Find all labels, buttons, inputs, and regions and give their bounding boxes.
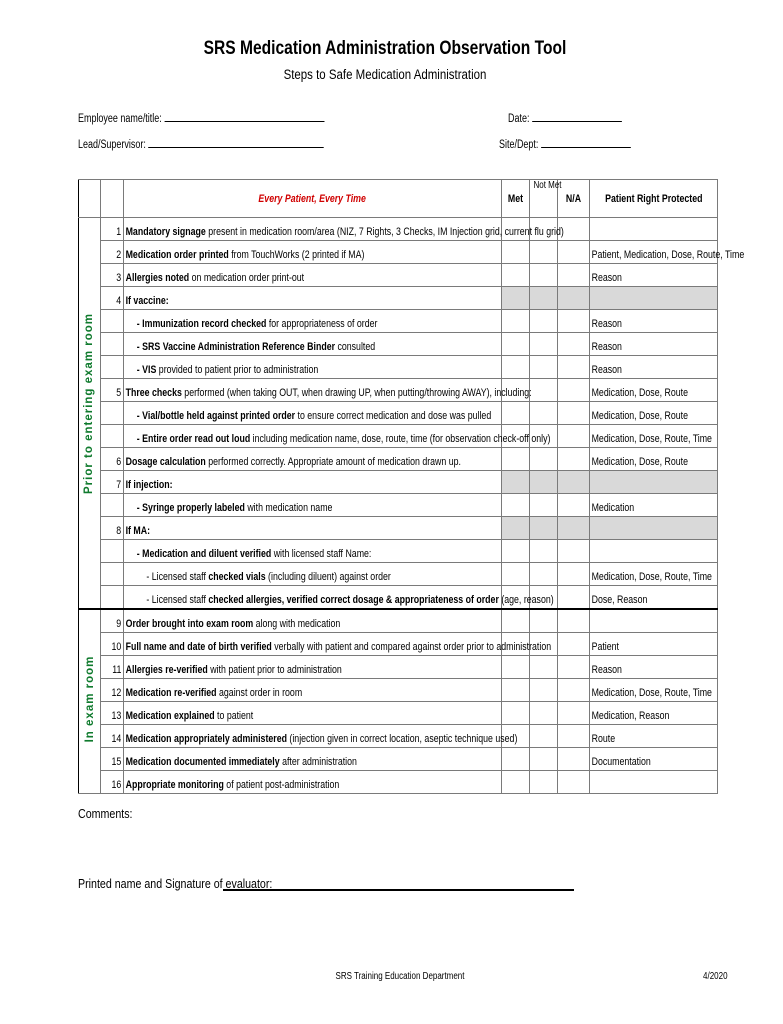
row-key-phrase: - Entire order read out loud [136, 433, 251, 445]
not-met-checkbox-cell[interactable] [530, 241, 558, 264]
not-met-checkbox-cell[interactable] [530, 379, 558, 402]
row-key-phrase: Mandatory signage [125, 226, 206, 238]
signature-label: Printed name and Signature of evaluator: [78, 876, 273, 891]
row-key-phrase: - VIS [136, 364, 157, 376]
table-row [79, 494, 718, 517]
side-header-cell [79, 180, 101, 218]
row-key-phrase: Medication documented immediately [125, 756, 280, 768]
row-description: - Immunization record checked for appropriateness of order [124, 310, 502, 333]
row-description: - VIS provided to patient prior to administration [124, 356, 502, 379]
not-met-checkbox-cell[interactable] [530, 748, 558, 771]
na-checkbox-cell[interactable] [558, 333, 590, 356]
row-key-phrase: checked vials [208, 571, 266, 583]
row-key-phrase: Medication explained [125, 710, 215, 722]
patient-right-cell: Medication, Dose, Route, Time [590, 679, 718, 702]
patient-right-cell: Reason [590, 310, 718, 333]
site-line [541, 138, 631, 148]
row-number [101, 425, 124, 448]
met-checkbox-cell[interactable] [502, 656, 530, 679]
met-checkbox-cell[interactable] [502, 748, 530, 771]
col-patient-right: Patient Right Protected [590, 180, 718, 218]
table-row [79, 471, 718, 494]
row-number [101, 402, 124, 425]
footer-date: 4/2020 [703, 971, 728, 982]
patient-right-cell: Medication, Dose, Route [590, 448, 718, 471]
table-row [79, 748, 718, 771]
header-title: Every Patient, Every Time [124, 180, 502, 218]
row-description: - Medication and diluent verified with licensed staff Name: [124, 540, 502, 563]
not-met-checkbox-cell [530, 287, 558, 310]
row-description: - Licensed staff checked vials (including diluent) against order [124, 563, 502, 586]
met-checkbox-cell[interactable] [502, 609, 530, 633]
row-description: - Licensed staff checked allergies, verified correct dosage & appropriateness of order (age, reason) [124, 586, 502, 610]
col-na: N/A [558, 180, 590, 218]
table-row [79, 287, 718, 310]
table-row [79, 633, 718, 656]
table-row [79, 725, 718, 748]
not-met-checkbox-cell[interactable] [530, 725, 558, 748]
patient-right-cell: Medication, Dose, Route [590, 379, 718, 402]
not-met-checkbox-cell[interactable] [530, 494, 558, 517]
row-description: Three checks performed (when taking OUT, when drawing UP, when putting/throwing AWAY), including: [124, 379, 502, 402]
table-row [79, 264, 718, 287]
patient-right-cell: Patient, Medication, Dose, Route, Time [590, 241, 718, 264]
row-description: Mandatory signage present in medication room/area (NIZ, 7 Rights, 3 Checks, IM Injection grid, current flu grid) [124, 218, 502, 241]
not-met-checkbox-cell [530, 471, 558, 494]
not-met-checkbox-cell[interactable] [530, 656, 558, 679]
na-checkbox-cell[interactable] [558, 633, 590, 656]
met-checkbox-cell [502, 517, 530, 540]
na-checkbox-cell[interactable] [558, 448, 590, 471]
table-row [79, 356, 718, 379]
met-checkbox-cell[interactable] [502, 310, 530, 333]
table-row [79, 241, 718, 264]
patient-right-cell: Reason [590, 264, 718, 287]
met-checkbox-cell[interactable] [502, 494, 530, 517]
employee-line [164, 112, 324, 122]
row-number: 11 [101, 656, 124, 679]
na-checkbox-cell[interactable] [558, 540, 590, 563]
not-met-checkbox-cell[interactable] [530, 771, 558, 794]
lead-label: Lead/Supervisor: [78, 139, 146, 151]
met-checkbox-cell [502, 287, 530, 310]
row-key-phrase: Appropriate monitoring [125, 779, 224, 791]
row-number [101, 540, 124, 563]
col-not-met: Not Met [530, 180, 558, 218]
row-number: 7 [101, 471, 124, 494]
row-description: Medication documented immediately after administration [124, 748, 502, 771]
not-met-checkbox-cell [530, 517, 558, 540]
comments-label: Comments: [78, 806, 133, 821]
row-description: Medication appropriately administered (injection given in correct location, aseptic technique used) [124, 725, 502, 748]
patient-right-cell [590, 771, 718, 794]
patient-right-cell [590, 287, 718, 310]
na-checkbox-cell[interactable] [558, 425, 590, 448]
row-description: Medication order printed from TouchWorks (2 printed if MA) [124, 241, 502, 264]
patient-right-cell: Dose, Reason [590, 586, 718, 610]
table-row [79, 425, 718, 448]
na-checkbox-cell[interactable] [558, 679, 590, 702]
row-key-phrase: Three checks [125, 387, 182, 399]
table-row [79, 379, 718, 402]
row-number: 14 [101, 725, 124, 748]
row-key-phrase: - Syringe properly labeled [136, 502, 245, 514]
row-description: Medication re-verified against order in room [124, 679, 502, 702]
met-checkbox-cell[interactable] [502, 540, 530, 563]
na-checkbox-cell[interactable] [558, 310, 590, 333]
table-row [79, 702, 718, 725]
row-number: 15 [101, 748, 124, 771]
table-row [79, 333, 718, 356]
not-met-checkbox-cell[interactable] [530, 333, 558, 356]
not-met-checkbox-cell[interactable] [530, 264, 558, 287]
met-checkbox-cell[interactable] [502, 356, 530, 379]
met-checkbox-cell [502, 471, 530, 494]
row-description: - Entire order read out loud including medication name, dose, route, time (for observation check-off only) [124, 425, 502, 448]
not-met-checkbox-cell[interactable] [530, 356, 558, 379]
not-met-checkbox-cell[interactable] [530, 540, 558, 563]
not-met-checkbox-cell[interactable] [530, 563, 558, 586]
patient-right-cell: Medication [590, 494, 718, 517]
row-key-phrase: Medication re-verified [125, 687, 217, 699]
na-checkbox-cell[interactable] [558, 264, 590, 287]
row-key-phrase: Allergies re-verified [125, 664, 208, 676]
patient-right-cell: Reason [590, 356, 718, 379]
met-checkbox-cell[interactable] [502, 563, 530, 586]
table-row [79, 563, 718, 586]
not-met-checkbox-cell[interactable] [530, 448, 558, 471]
row-description: Appropriate monitoring of patient post-administration [124, 771, 502, 794]
row-key-phrase: Order brought into exam room [125, 618, 254, 630]
row-number: 8 [101, 517, 124, 540]
lead-field [78, 138, 324, 151]
lead-line [148, 138, 324, 148]
table-row [79, 540, 718, 563]
row-description: Allergies noted on medication order print-out [124, 264, 502, 287]
row-number: 9 [101, 609, 124, 633]
row-number [101, 494, 124, 517]
na-checkbox-cell[interactable] [558, 748, 590, 771]
row-number [101, 586, 124, 610]
met-checkbox-cell[interactable] [502, 333, 530, 356]
row-description [124, 517, 502, 540]
row-key-phrase: If injection: [125, 479, 173, 491]
table-row [79, 448, 718, 471]
row-key-phrase: Full name and date of birth verified [125, 641, 272, 653]
table-row [79, 679, 718, 702]
row-description: Allergies re-verified with patient prior to administration [124, 656, 502, 679]
met-checkbox-cell[interactable] [502, 402, 530, 425]
observation-table [78, 179, 745, 794]
row-key-phrase: Allergies noted [125, 272, 190, 284]
patient-right-cell [590, 218, 718, 241]
col-met: Met [502, 180, 530, 218]
table-row [79, 656, 718, 679]
patient-right-cell: Reason [590, 656, 718, 679]
row-key-phrase: - Immunization record checked [136, 318, 267, 330]
date-field [508, 112, 622, 125]
row-number: 10 [101, 633, 124, 656]
page-subtitle: Steps to Safe Medication Administration [283, 67, 487, 82]
patient-right-cell: Reason [590, 333, 718, 356]
not-met-checkbox-cell[interactable] [530, 609, 558, 633]
row-key-phrase: If MA: [125, 525, 151, 537]
na-checkbox-cell[interactable] [558, 702, 590, 725]
patient-right-cell: Medication, Dose, Route, Time [590, 425, 718, 448]
row-key-phrase: - Medication and diluent verified [136, 548, 272, 560]
date-label: Date: [508, 113, 530, 125]
patient-right-cell [590, 609, 718, 633]
patient-right-cell: Medication, Dose, Route [590, 402, 718, 425]
row-key-phrase: Medication order printed [125, 249, 229, 261]
row-key-phrase: - Vial/bottle held against printed order [136, 410, 296, 422]
patient-right-cell: Medication, Dose, Route, Time [590, 563, 718, 586]
na-checkbox-cell[interactable] [558, 241, 590, 264]
met-checkbox-cell[interactable] [502, 679, 530, 702]
employee-field [78, 112, 324, 125]
na-checkbox-cell[interactable] [558, 563, 590, 586]
met-checkbox-cell[interactable] [502, 771, 530, 794]
not-met-checkbox-cell[interactable] [530, 679, 558, 702]
row-number: 2 [101, 241, 124, 264]
site-label: Site/Dept: [499, 139, 539, 151]
na-checkbox-cell[interactable] [558, 586, 590, 610]
row-number [101, 310, 124, 333]
patient-right-cell [590, 540, 718, 563]
na-checkbox-cell[interactable] [558, 379, 590, 402]
table-header-row [79, 180, 718, 218]
na-checkbox-cell[interactable] [558, 771, 590, 794]
row-number [101, 333, 124, 356]
num-header-cell [101, 180, 124, 218]
row-number: 6 [101, 448, 124, 471]
patient-right-cell [590, 517, 718, 540]
na-checkbox-cell[interactable] [558, 725, 590, 748]
met-checkbox-cell[interactable] [502, 448, 530, 471]
row-number: 3 [101, 264, 124, 287]
row-description [124, 471, 502, 494]
table-row [79, 402, 718, 425]
patient-right-cell: Medication, Reason [590, 702, 718, 725]
not-met-checkbox-cell[interactable] [530, 310, 558, 333]
row-number: 5 [101, 379, 124, 402]
row-key-phrase: - SRS Vaccine Administration Reference Binder [136, 341, 336, 353]
row-number: 1 [101, 218, 124, 241]
met-checkbox-cell[interactable] [502, 702, 530, 725]
section-label-in-room: In exam room [84, 655, 96, 743]
row-number [101, 356, 124, 379]
table-row [79, 609, 718, 633]
row-description: - Syringe properly labeled with medication name [124, 494, 502, 517]
row-description: Medication explained to patient [124, 702, 502, 725]
row-description: - Vial/bottle held against printed order to ensure correct medication and dose was pulled [124, 402, 502, 425]
row-number: 4 [101, 287, 124, 310]
met-checkbox-cell[interactable] [502, 241, 530, 264]
row-key-phrase: checked allergies, verified correct dosage & appropriateness of order [208, 594, 499, 606]
footer-department: SRS Training Education Department [335, 971, 465, 982]
patient-right-cell: Documentation [590, 748, 718, 771]
na-checkbox-cell[interactable] [558, 656, 590, 679]
row-number: 13 [101, 702, 124, 725]
table-row [79, 310, 718, 333]
row-key-phrase: Dosage calculation [125, 456, 206, 468]
site-field [499, 138, 631, 151]
date-line [532, 112, 622, 122]
table-row [79, 771, 718, 794]
na-checkbox-cell[interactable] [558, 609, 590, 633]
na-checkbox-cell [558, 471, 590, 494]
section-label-prior: Prior to entering exam room [83, 312, 95, 494]
row-number [101, 563, 124, 586]
na-checkbox-cell[interactable] [558, 494, 590, 517]
met-checkbox-cell[interactable] [502, 264, 530, 287]
row-number: 12 [101, 679, 124, 702]
page-title: SRS Medication Administration Observation Tool [203, 38, 567, 59]
row-description: Dosage calculation performed correctly. Appropriate amount of medication drawn up. [124, 448, 502, 471]
na-checkbox-cell [558, 287, 590, 310]
table-row [79, 586, 718, 610]
not-met-checkbox-cell[interactable] [530, 402, 558, 425]
row-description: Order brought into exam room along with medication [124, 609, 502, 633]
na-checkbox-cell [558, 517, 590, 540]
employee-label: Employee name/title: [78, 113, 162, 125]
row-description: - SRS Vaccine Administration Reference Binder consulted [124, 333, 502, 356]
not-met-checkbox-cell[interactable] [530, 702, 558, 725]
na-checkbox-cell[interactable] [558, 402, 590, 425]
patient-right-cell: Patient [590, 633, 718, 656]
row-description [124, 287, 502, 310]
table-row [79, 218, 718, 241]
na-checkbox-cell[interactable] [558, 356, 590, 379]
patient-right-cell: Route [590, 725, 718, 748]
row-key-phrase: Medication appropriately administered [125, 733, 287, 745]
signature-line [223, 889, 574, 891]
row-description: Full name and date of birth verified verbally with patient and compared against order prior to administration [124, 633, 502, 656]
row-key-phrase: If vaccine: [125, 295, 169, 307]
patient-right-cell [590, 471, 718, 494]
row-number: 16 [101, 771, 124, 794]
table-row [79, 517, 718, 540]
